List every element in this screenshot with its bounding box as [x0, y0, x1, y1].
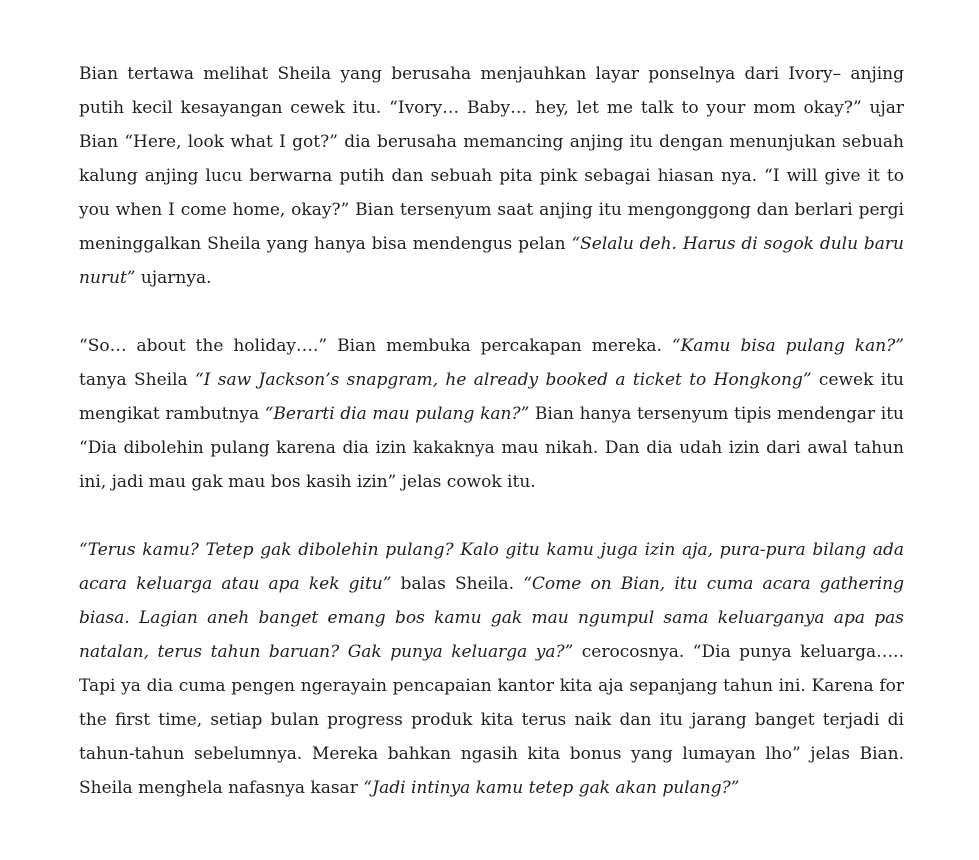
paragraph-1-text: Bian tertawa melihat Sheila yang berusaha menjauhkan layar ponselnya dari Ivory– anjing putih kecil kesayangan cewek itu. “Ivory… Baby… hey, let me talk to your mom okay?” ujar Bian “Here, look what I got?” dia berusaha memancing anjing itu dengan menunjukan sebuah kalung anjing lucu berwarna putih dan sebuah pita pink sebagai hiasan nya. “I will give it to you when I come home, okay?” Bian tersenyum saat anjing itu mengonggong dan berlari pergi meninggalkan Sheila yang hanya bisa mendengus pelan [79, 64, 904, 254]
paragraph-3-italic-quote-3: “Jadi intinya kamu tetep gak akan pulang?” [363, 778, 740, 798]
paragraph-3-text-2: cerocosnya. “Dia punya keluarga….. Tapi ya dia cuma pengen ngerayain pencapaian kantor kita aja sepanjang tahun ini. Karena for the first time, setiap bulan progress produk kita terus naik dan itu jarang banget terjadi di tahun-tahun sebelumnya. Mereka bahkan ngasih kita bonus yang lumayan lho” jelas Bian. Sheila menghela nafasnya kasar [79, 642, 904, 798]
paragraph-3-text-1: balas Sheila. [391, 574, 524, 594]
paragraph-1-italic-quote: “Selalu deh. Harus di sogok dulu baru nurut” [79, 234, 904, 288]
paragraph-2-italic-quote-2: “I saw Jackson’s snapgram, he already booked a ticket to Hongkong” [195, 370, 812, 390]
paragraph-2-text-3: cewek itu mengikat rambutnya [79, 370, 904, 424]
paragraph-2 [79, 329, 904, 499]
paragraph-3-italic-quote-1: “Terus kamu? Tetep gak dibolehin pulang? Kalo gitu kamu juga izin aja, pura-pura bilang ada acara keluarga atau apa kek gitu” [79, 540, 904, 594]
paragraph-2-text: “So… about the holiday….” Bian membuka percakapan mereka. [79, 336, 672, 356]
paragraph-2-text-2: tanya Sheila [79, 370, 196, 390]
paragraph-2-text-end: Bian hanya tersenyum tipis mendengar itu “Dia dibolehin pulang karena dia izin kakaknya mau nikah. Dan dia udah izin dari awal tahun ini, jadi mau gak mau bos kasih izin” jelas cowok itu. [79, 404, 905, 492]
paragraph-2-italic-quote-1: “Kamu bisa pulang kan?” [671, 336, 904, 356]
paragraph-3 [79, 533, 904, 805]
document-body [79, 57, 904, 805]
paragraph-1 [79, 57, 904, 295]
paragraph-2-italic-quote-3: “Berarti dia mau pulang kan?” [264, 404, 530, 424]
paragraph-1-text-end: ujarnya. [135, 268, 212, 288]
paragraph-3-italic-quote-2: “Come on Bian, itu cuma acara gathering biasa. Lagian aneh banget emang bos kamu gak mau ngumpul sama keluarganya apa pas natalan, terus tahun baruan? Gak punya keluarga ya?” [79, 574, 904, 662]
